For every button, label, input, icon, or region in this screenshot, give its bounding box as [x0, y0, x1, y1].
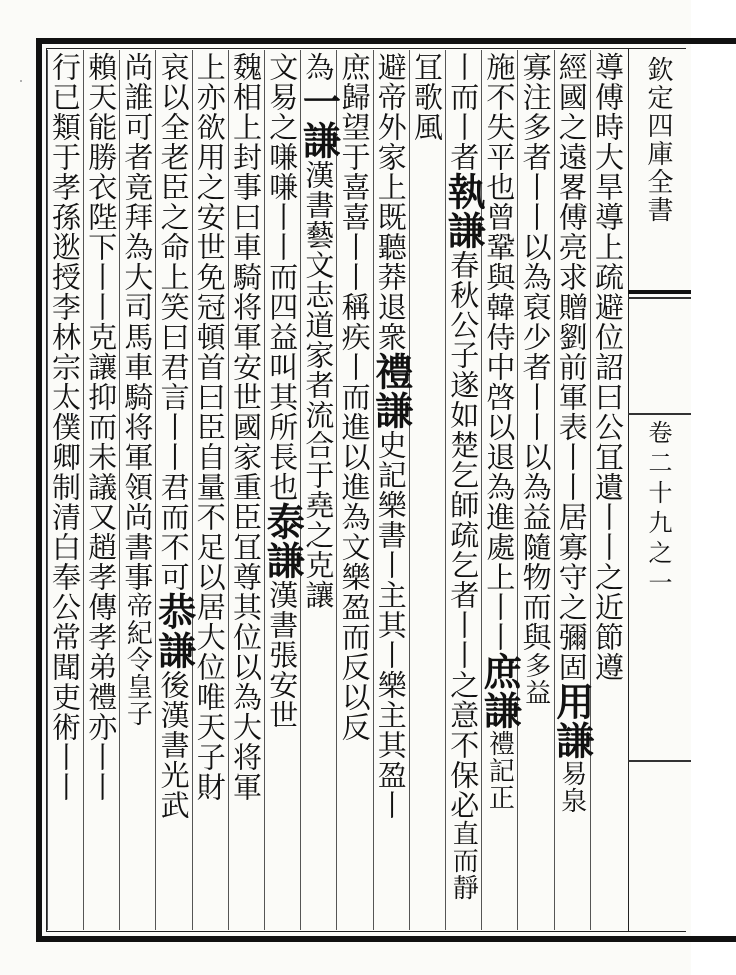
column-rule	[47, 50, 48, 930]
headword: 謙	[296, 121, 342, 160]
column-rule	[228, 50, 229, 930]
text-run: 導傅時大旱導上疏避位詔曰公冝遺丨丨之近節遵	[590, 52, 625, 682]
column-rule	[373, 50, 374, 930]
column-rule	[155, 50, 156, 930]
headword: 謙	[260, 541, 306, 580]
text-run: 施不失平也曾鞏與韓侍中啓以退為進處上丨丨	[482, 52, 517, 652]
headword: 謙	[477, 691, 523, 730]
text-run: 漢書藝文志道家者流合于堯之克讓	[301, 160, 336, 610]
text-run: 避帝外家上既聽莽退衆	[373, 52, 408, 352]
column-rule	[517, 50, 518, 930]
speck	[20, 80, 22, 82]
text-run: 行已類于孝孫逖授李林宗太僕卿制清白奉公常聞吏術丨丨	[47, 52, 82, 802]
text-column	[296, 52, 342, 928]
headword: 庶	[477, 652, 523, 691]
text-run: 經國之遠畧傅亮求贈劉前軍表丨丨居寡守之彌固	[554, 52, 589, 682]
text-column	[336, 52, 372, 928]
gutter-book-title: 欽定四庫全書	[643, 56, 673, 224]
text-column	[549, 52, 595, 928]
text-column	[409, 52, 445, 928]
column-rule	[192, 50, 193, 930]
column-rule	[300, 50, 301, 930]
text-column	[441, 52, 487, 928]
headword: 謙	[549, 721, 595, 760]
headword: 執	[441, 172, 487, 211]
text-column	[151, 52, 197, 928]
text-run: 為	[301, 52, 336, 82]
text-run: 哀以全老臣之命上笑曰君言丨丨君而不可	[156, 52, 191, 592]
text-run: 丨而進以進為文樂盈而反以反	[337, 352, 372, 742]
text-run: 寡注多者丨丨以為裒少者丨丨以為益隨物而與	[518, 52, 553, 652]
headword: 禮	[368, 352, 414, 391]
headword: 用	[549, 682, 595, 721]
text-column	[517, 52, 553, 928]
gutter-fishtail-rule	[628, 290, 691, 294]
column-rule	[83, 50, 84, 930]
text-run: 易泉	[556, 760, 587, 814]
text-run: 漢書張安世	[265, 580, 300, 730]
column-rule	[264, 50, 265, 930]
text-run: 庶歸望于喜喜丨丨稱疾	[337, 52, 372, 352]
text-column	[83, 52, 119, 928]
text-run: 帝紀令皇子	[122, 592, 153, 727]
text-run: 禮記正	[484, 730, 515, 811]
column-rule	[554, 50, 555, 930]
text-run: 尚誰可者竟拜為大司馬車騎将軍領尚書事	[120, 52, 155, 592]
text-column	[368, 52, 414, 928]
text-run: 賴天能勝衣陛下丨丨克讓抑而未議又趙孝傳孝弟禮亦丨丨	[84, 52, 119, 802]
text-column	[47, 52, 83, 928]
text-column	[260, 52, 306, 928]
headword: 謙	[368, 391, 414, 430]
gutter-lower-rule	[628, 760, 691, 762]
text-run: 魏相上封事曰車騎将軍安世國家重臣冝尊其位以為大将軍	[228, 52, 263, 802]
column-rule	[590, 50, 591, 930]
gutter-divider-rule	[628, 413, 691, 415]
column-rule	[445, 50, 446, 930]
column-rule	[119, 50, 120, 930]
text-run: 春秋公子遂如楚乞師疏乞者丨丨之意不保必	[446, 250, 481, 820]
headword: 一	[296, 82, 342, 121]
text-run: 文	[265, 52, 300, 82]
column-rule	[336, 50, 337, 930]
gutter-volume-number: 卷二十九之一	[644, 420, 672, 600]
headword: 恭	[151, 592, 197, 631]
headword: 謙	[151, 631, 197, 670]
text-run: 易之嗛嗛丨丨而四益叫其所長也	[265, 82, 300, 502]
headword: 謙	[441, 211, 487, 250]
text-run: 後漢書光武	[156, 670, 191, 820]
text-run: 史記樂書丨主其丨樂主其盈丨	[373, 430, 408, 820]
gutter-fishtail-rule-thin	[628, 297, 691, 299]
text-run: 上亦欲用之安世免冠頓首曰臣自量不足以居大位唯天子財	[192, 52, 227, 802]
text-column	[192, 52, 228, 928]
text-column	[119, 52, 155, 928]
headword: 泰	[260, 502, 306, 541]
text-run: 直而靜	[448, 820, 479, 901]
text-column	[477, 52, 523, 928]
text-column	[228, 52, 264, 928]
text-run: 多益	[520, 652, 551, 706]
text-column	[590, 52, 626, 928]
column-rule	[409, 50, 410, 930]
text-run: 丨而丨者	[446, 52, 481, 172]
text-run: 冝歌風	[409, 52, 444, 142]
